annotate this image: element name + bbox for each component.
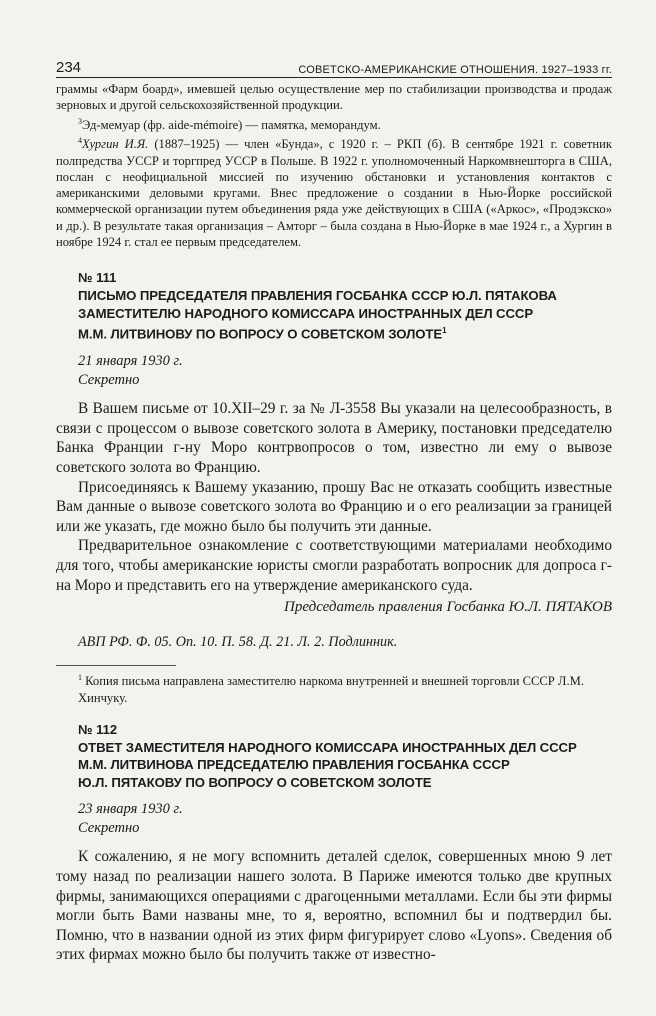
document-111 — [56, 270, 612, 706]
note-4-name: Хургин И.Я. — [82, 137, 149, 152]
doc-title-line: М.М. ЛИТВИНОВА ПРЕДСЕДАТЕЛЮ ПРАВЛЕНИЯ ГОСБАНКА СССР — [78, 757, 510, 773]
doc-title — [56, 739, 612, 792]
secrecy-label: Секретно — [78, 820, 140, 837]
doc-body — [56, 847, 612, 965]
secrecy-label: Секретно — [78, 372, 140, 389]
body-paragraph: В Вашем письме от 10.XII–29 г. за № Л-3558 Вы указали на целесообразность, в связи с процессом о вывозе советского золота в Америку, постановки председателю Банка Франции г-ну Моро контрвопросов о том, известно ли ему о вывозе советского золота во Францию. — [56, 400, 612, 477]
running-title: СОВЕТСКО-АМЕРИКАНСКИЕ ОТНОШЕНИЯ. 1927–1933 гг. — [298, 64, 612, 76]
body-paragraph: Предварительное ознакомление с соответствующими материалами необходимо для того, чтобы американские юристы смогли разработать вопросник для допроса г-на Моро и представить его на утверждение американского суда. — [56, 537, 612, 594]
body-paragraph: Присоединяясь к Вашему указанию, прошу Вас не отказать сообщить известные Вам данные о вывозе советского золота во Францию и о его реализации за границей или же указать, где можно было бы получить эти данные. — [56, 478, 612, 535]
page-number: 234 — [56, 59, 82, 76]
note-3 — [56, 114, 612, 133]
signature: Председатель правления Госбанка Ю.Л. ПЯТАКОВ — [283, 599, 612, 616]
footnote-divider — [56, 665, 176, 666]
document-page — [56, 54, 612, 965]
footnote-ref: 1 — [442, 326, 447, 336]
page-header — [56, 54, 612, 78]
doc-date — [56, 352, 612, 390]
doc-title-text: М.М. ЛИТВИНОВУ ПО ВОПРОСУ О СОВЕТСКОМ ЗОЛОТЕ — [78, 326, 443, 342]
doc-number: № 111 — [78, 270, 117, 286]
date-text: 23 января 1930 г. — [78, 801, 183, 818]
doc-title-line: Ю.Л. ПЯТАКОВУ ПО ВОПРОСУ О СОВЕТСКОМ ЗОЛОТЕ — [78, 774, 432, 790]
top-notes — [56, 81, 612, 250]
doc-title-line: ПИСЬМО ПРЕДСЕДАТЕЛЯ ПРАВЛЕНИЯ ГОСБАНКА СССР Ю.Л. ПЯТАКОВА — [78, 288, 557, 304]
doc-body — [56, 399, 612, 595]
body-paragraph: К сожалению, я не могу вспомнить деталей сделок, совершенных мною 9 лет тому назад по реализации нашего золота. В Париже имеются только две крупных фирмы, занимающихся операциями с драгоценными металлами. Если бы эти фирмы могли быть Вами названы мне, то я, вероятно, вспомнил бы и подтвердил бы. Помню, что в названии одной из этих фирм фигурирует слово «Lyons». Сведения об этих фирмах можно было бы получить также от известно- — [56, 848, 612, 964]
note-3-text: Эд-мемуар (фр. aide-mémoire) — памятка, меморандум. — [82, 117, 381, 132]
document-112 — [56, 722, 612, 965]
footnote — [56, 670, 612, 706]
doc-title-line: ОТВЕТ ЗАМЕСТИТЕЛЯ НАРОДНОГО КОМИССАРА ИНОСТРАННЫХ ДЕЛ СССР — [78, 739, 577, 755]
doc-title — [56, 287, 612, 343]
note-3-mark: 3 — [78, 116, 82, 126]
doc-date — [56, 800, 612, 838]
note-continuation: граммы «Фарм боард», имевшей целью осуществление мер по стабилизации производства и продаж зерновых и другой сельскохозяйственной продукции. — [56, 82, 612, 113]
note-4 — [56, 133, 612, 250]
footnote-text: Копия письма направлена заместителю наркома внутренней и внешней торговли СССР Л.М. Хинчуку. — [78, 674, 584, 705]
doc-title-line — [78, 322, 612, 343]
note-4-mark: 4 — [78, 136, 82, 146]
date-text: 21 января 1930 г. — [78, 353, 183, 370]
doc-number: № 112 — [78, 721, 118, 737]
note-4-text: (1887–1925) — член «Бунда», с 1920 г. – РКП (б). В сентябре 1921 г. советник полпредства УССР и торгпред УССР в Польше. В 1922 г. уполномоченный Наркомвнешторга в США, послан с неофициальной миссией по изучению обстановки и установления контактов с американскими деловыми кругами. Внес предложение о создании в Нью-Йорке российской коммерческой организации путем объединения ряда уже действующих в США («Аркос», «Продэкско» и др.). В результате такая организация – Амторг – была создана в Нью-Йорке в мае 1924 г., а Хургин в ноябре 1924 г. стал ее первым председателем. — [56, 137, 613, 250]
footnote-mark: 1 — [78, 673, 82, 683]
doc-title-line: ЗАМЕСТИТЕЛЮ НАРОДНОГО КОМИССАРА ИНОСТРАННЫХ ДЕЛ СССР — [78, 305, 534, 321]
archive-source: АВП РФ. Ф. 05. Оп. 10. П. 58. Д. 21. Л. 2. Подлинник. — [78, 634, 398, 651]
